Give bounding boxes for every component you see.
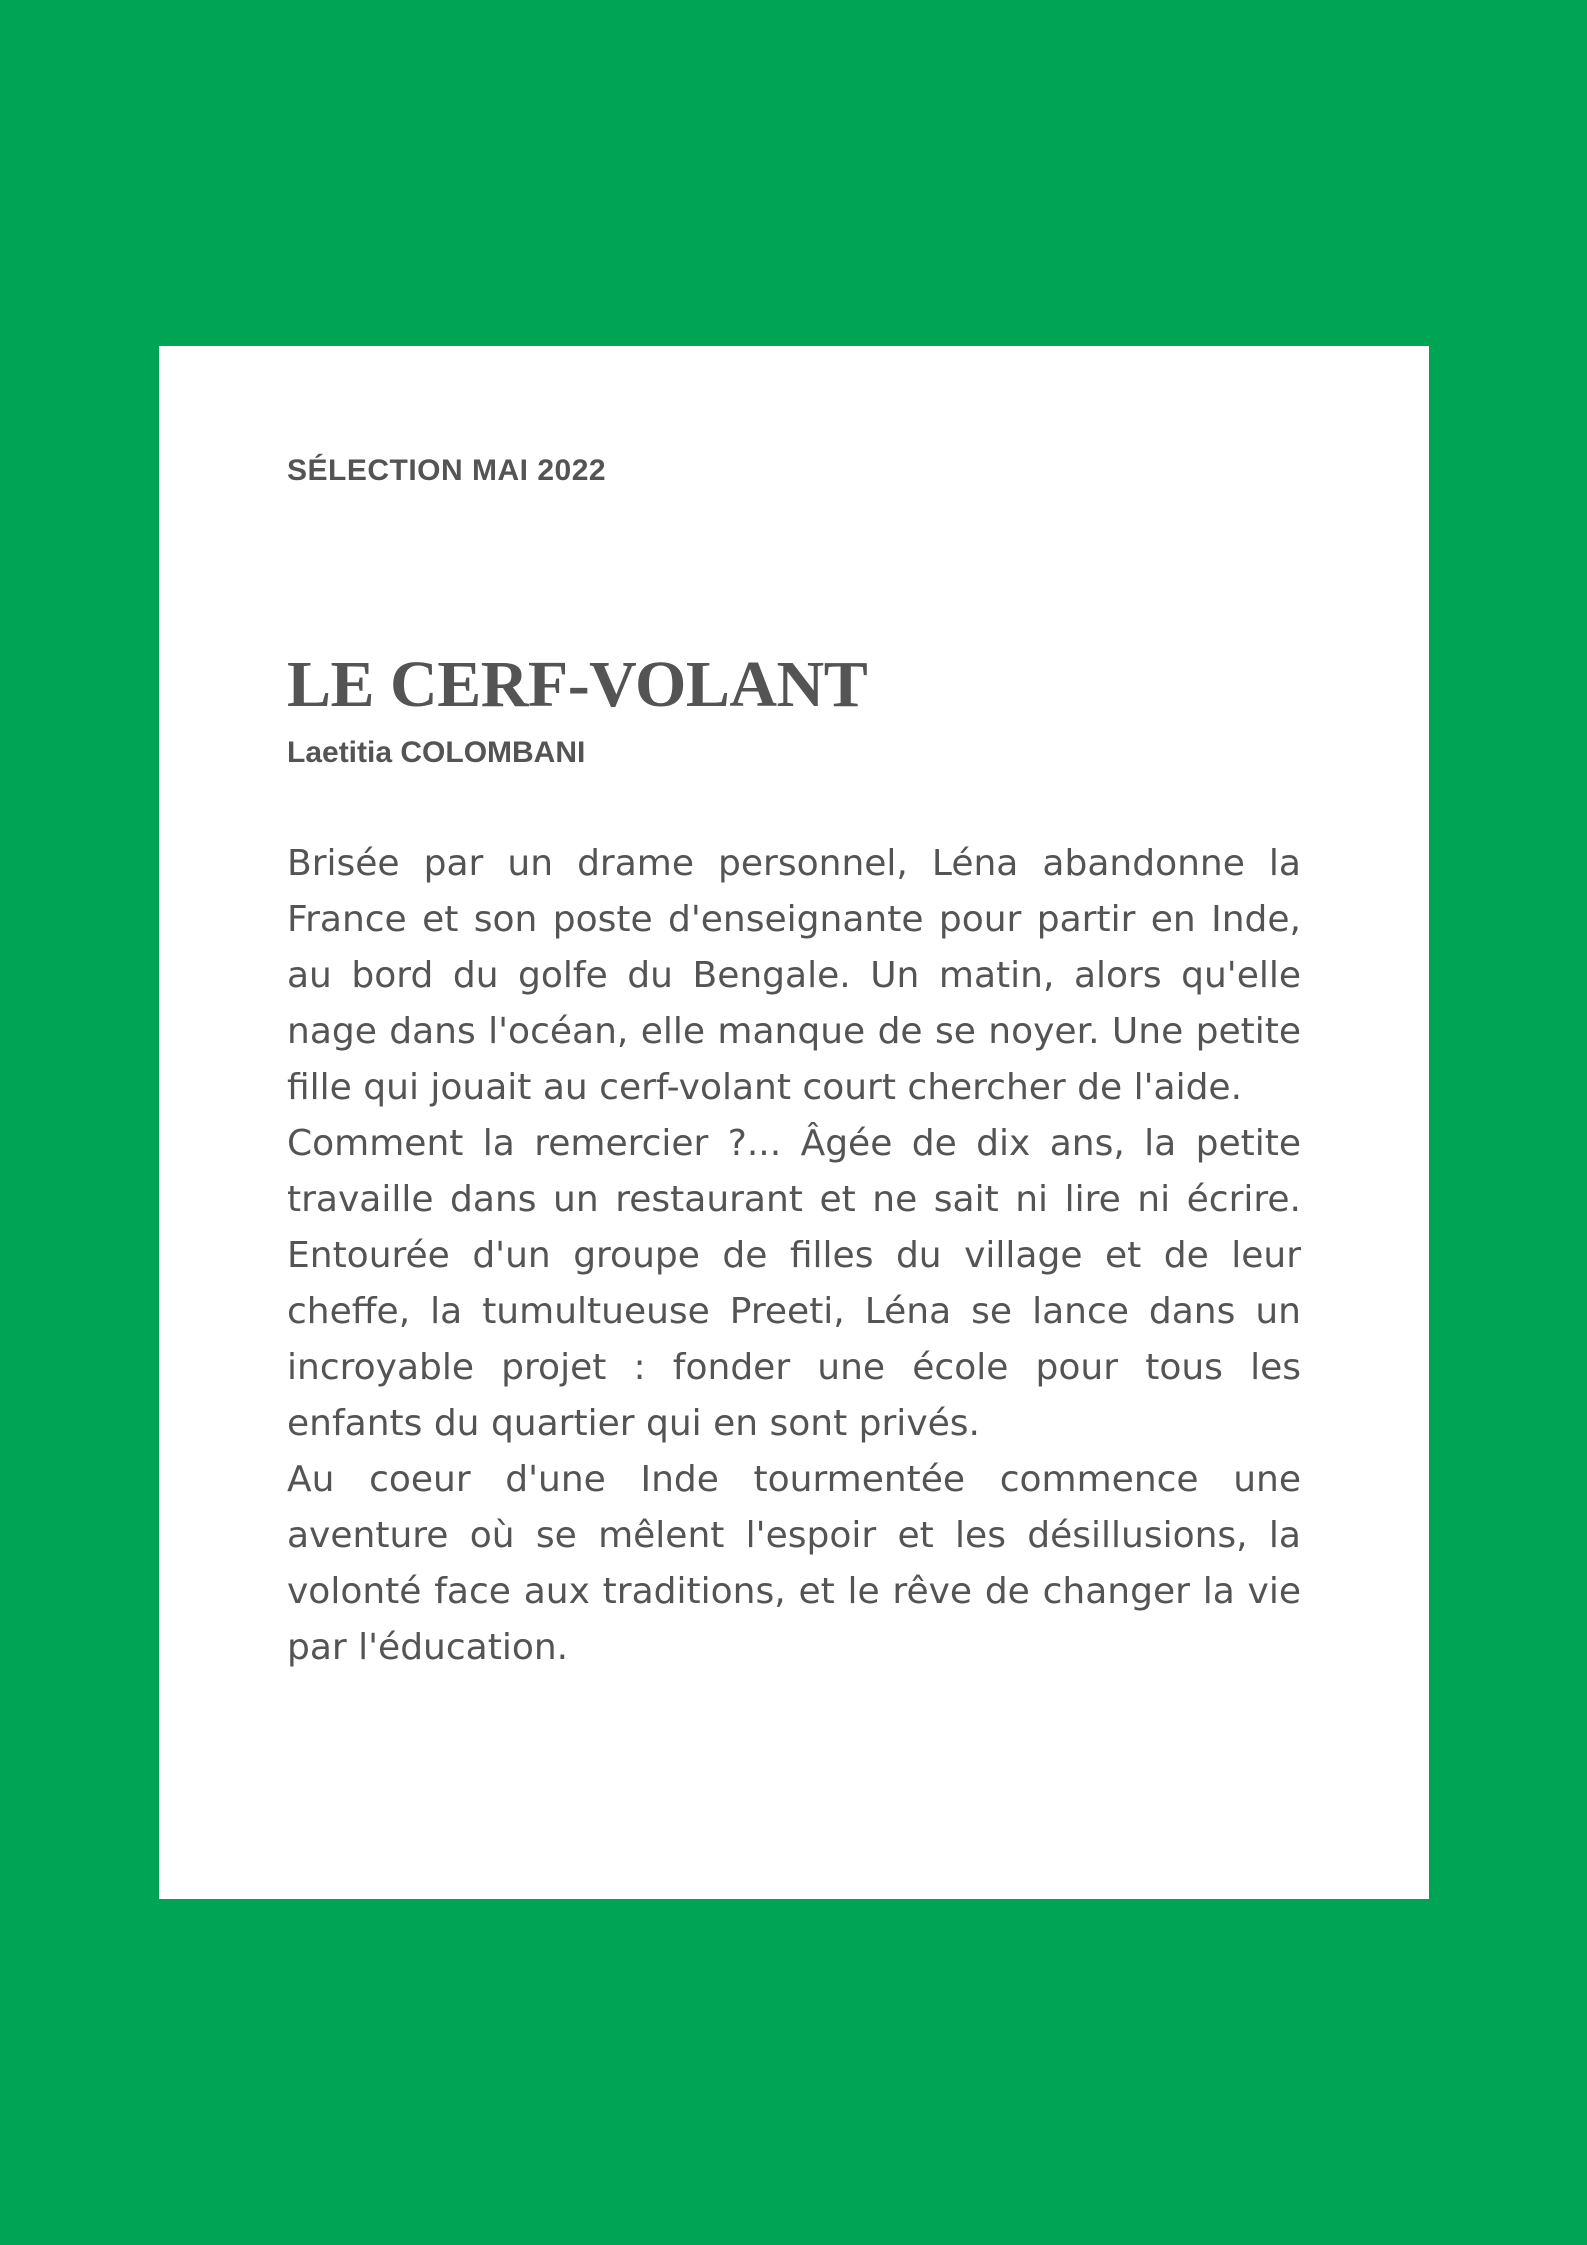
summary-paragraph: Brisée par un drame personnel, Léna abandonne la France et son poste d'enseignante pour partir en Inde, au bord du golfe du Bengale. Un matin, alors qu'elle nage dans l'océan, elle manque de se noyer. Une petite fille qui jouait au cerf-volant court chercher de l'aide. bbox=[287, 843, 1301, 1108]
book-title: LE CERF-VOLANT bbox=[287, 648, 868, 721]
content-card bbox=[159, 346, 1429, 1899]
selection-label: SÉLECTION MAI 2022 bbox=[287, 454, 607, 487]
summary-paragraph: Comment la remercier ?... Âgée de dix ans, la petite travaille dans un restaurant et ne sait ni lire ni écrire. Entourée d'un groupe de filles du village et de leur cheffe, la tumultueuse Preeti, Léna se lance dans un incroyable projet : fonder une école pour tous les enfants du quartier qui en sont privés. bbox=[287, 1123, 1301, 1444]
book-summary bbox=[287, 836, 1301, 1676]
book-author: Laetitia COLOMBANI bbox=[287, 736, 586, 769]
summary-paragraph: Au coeur d'une Inde tourmentée commence une aventure où se mêlent l'espoir et les désillusions, la volonté face aux traditions, et le rêve de changer la vie par l'éducation. bbox=[287, 1459, 1301, 1668]
